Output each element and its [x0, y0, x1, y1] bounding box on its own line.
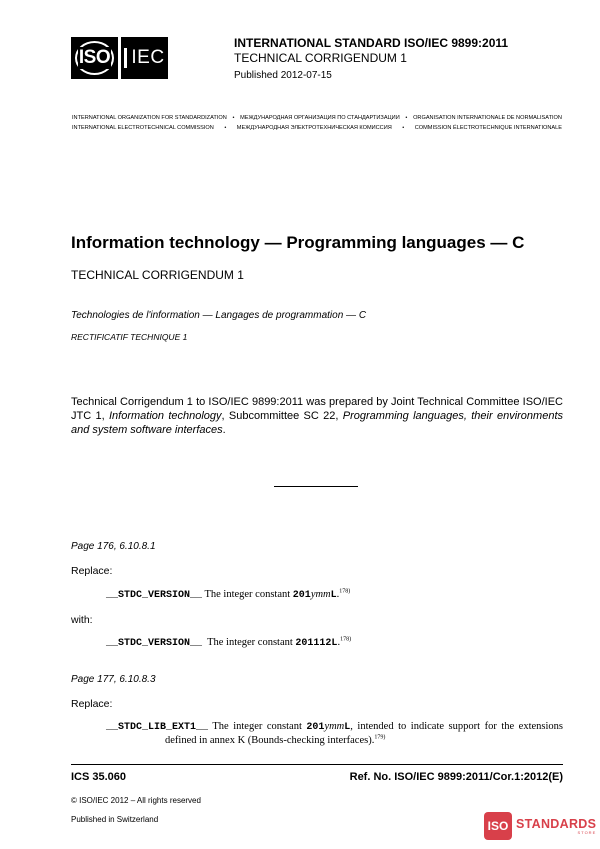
store-iso-icon: ISO	[484, 812, 512, 840]
published-date: Published 2012-07-15	[234, 70, 332, 81]
document-subtitle: TECHNICAL CORRIGENDUM 1	[71, 268, 244, 282]
org-name: МЕЖДУНАРОДНАЯ ЭЛЕКТРОТЕХНИЧЕСКАЯ КОМИССИЯ	[236, 125, 392, 131]
intro-paragraph: Technical Corrigendum 1 to ISO/IEC 9899:2011 was prepared by Joint Technical Committee ISO/IEC JTC 1, Information technology, Subcommittee SC 22, Programming languages, their environments and system software interfaces.	[71, 396, 563, 436]
copyright: © ISO/IEC 2012 – All rights reserved	[71, 796, 201, 805]
old-definition-continued: defined in annex K (Bounds-checking interfaces).$^{179)}$	[165, 734, 386, 746]
iso-iec-logo	[71, 37, 168, 79]
french-title: Technologies de l'information — Langages de programmation — C	[71, 310, 367, 321]
standard-title: INTERNATIONAL STANDARD ISO/IEC 9899:2011	[234, 36, 509, 50]
iec-logo: IEC	[121, 37, 168, 79]
old-definition: __STDC_LIB_EXT1__ The integer constant 201ymmL, intended to indicate support for the extensions	[106, 721, 564, 733]
org-name: COMMISSION ÉLECTROTECHNIQUE INTERNATIONALE	[414, 125, 562, 131]
french-subtitle: RECTIFICATIF TECHNIQUE 1	[71, 332, 188, 342]
iso-logo: ISO	[71, 37, 118, 79]
org-name: INTERNATIONAL ORGANIZATION FOR STANDARDIZATION	[72, 115, 227, 121]
section-ref: Page 177, 6.10.8.3	[71, 674, 156, 685]
org-names-row-2: INTERNATIONAL ELECTROTECHNICAL COMMISSION • МЕЖДУНАРОДНАЯ ЭЛЕКТРОТЕХНИЧЕСКАЯ КОМИССИЯ • COMMISSION ÉLECTROTECHNIQUE INTERNATIONALE	[72, 125, 562, 131]
ics-code: ICS 35.060	[71, 771, 127, 783]
published-in: Published in Switzerland	[71, 815, 159, 824]
new-definition: __STDC_VERSION__ The integer constant 201112L.$^{178)}$	[106, 636, 352, 649]
section-ref: Page 176, 6.10.8.1	[71, 541, 156, 552]
replace-label: Replace:	[71, 565, 113, 577]
org-name: МЕЖДУНАРОДНАЯ ОРГАНИЗАЦИЯ ПО СТАНДАРТИЗАЦИИ	[240, 115, 400, 121]
divider	[274, 486, 358, 487]
document-title: Information technology — Programming languages — C	[71, 233, 525, 252]
org-names-row-1: INTERNATIONAL ORGANIZATION FOR STANDARDIZATION • МЕЖДУНАРОДНАЯ ОРГАНИЗАЦИЯ ПО СТАНДАРТИЗАЦИИ • ORGANISATION INTERNATIONALE DE NORMALISATION	[72, 115, 562, 121]
old-definition: __STDC_VERSION__ The integer constant 201ymmL.$^{178)}$	[106, 588, 351, 601]
org-name: INTERNATIONAL ELECTROTECHNICAL COMMISSION	[72, 125, 214, 131]
org-name: ORGANISATION INTERNATIONALE DE NORMALISATION	[413, 115, 562, 121]
replace-label: Replace:	[71, 698, 113, 710]
with-label: with:	[71, 614, 93, 626]
iso-standards-store-logo: ISO STANDARDS STORE	[484, 811, 596, 841]
reference-number: Ref. No. ISO/IEC 9899:2011/Cor.1:2012(E)	[349, 771, 563, 783]
footer-rule	[71, 764, 563, 765]
corrigendum-label: TECHNICAL CORRIGENDUM 1	[234, 51, 407, 65]
